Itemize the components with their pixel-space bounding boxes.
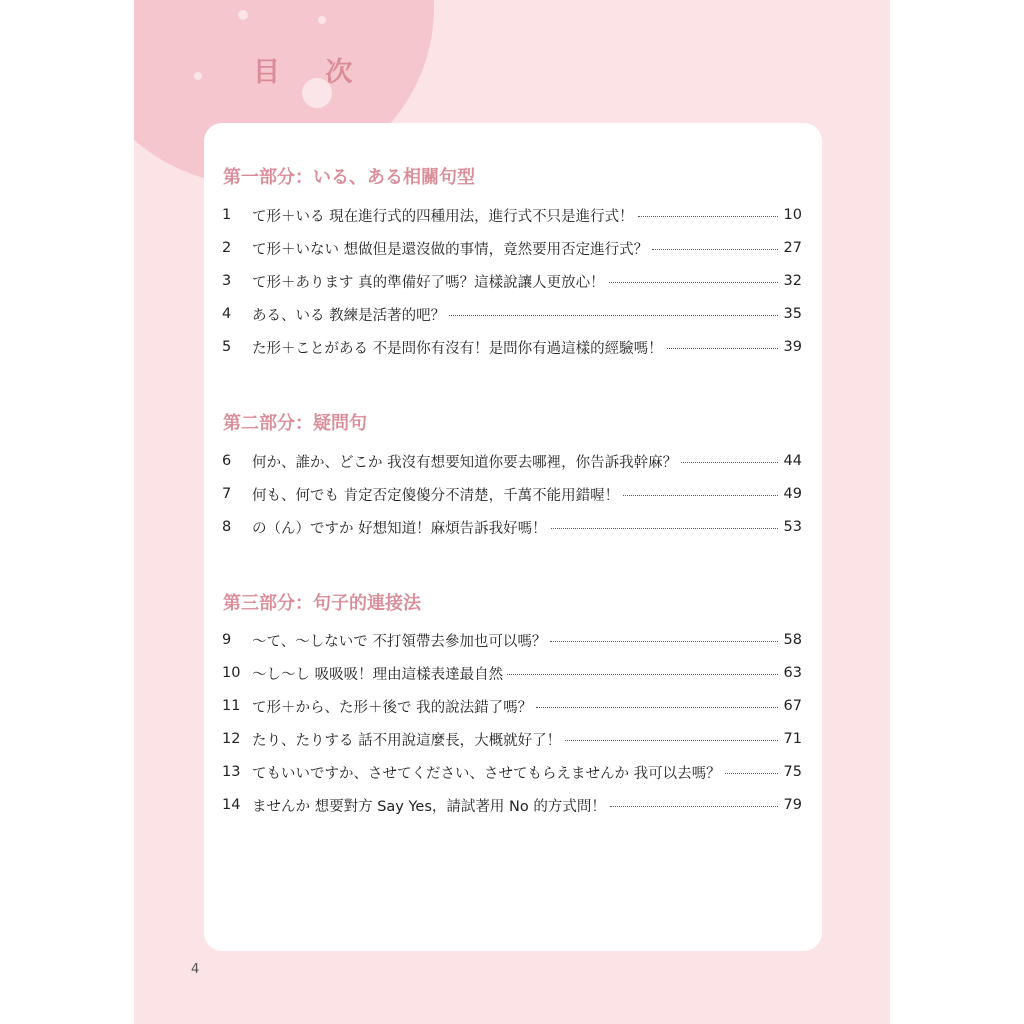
decorative-dot xyxy=(318,16,326,24)
section-title-1: 第一部分：いる、ある相關句型 xyxy=(223,167,475,188)
entry-page: 63 xyxy=(783,665,802,681)
dot-leader xyxy=(681,462,777,463)
entry-page: 49 xyxy=(783,486,802,502)
dot-leader xyxy=(565,740,777,741)
toc-entry[interactable] xyxy=(222,793,802,817)
dot-leader xyxy=(609,282,778,283)
entry-title: ～し～し 吸吸吸！理由這樣表達最自然 xyxy=(252,666,504,683)
toc-entry[interactable] xyxy=(222,269,802,293)
entry-page: 27 xyxy=(783,240,802,256)
entry-number: 14 xyxy=(222,797,241,813)
dot-leader xyxy=(536,707,777,708)
entry-page: 71 xyxy=(783,731,802,747)
entry-title: て形＋から、た形＋後で 我的說法錯了嗎？ xyxy=(252,699,533,716)
entry-number: 4 xyxy=(222,306,232,322)
entry-number: 1 xyxy=(222,207,232,223)
entry-title: ある、いる 教練是活著的吧？ xyxy=(252,307,446,324)
dot-leader xyxy=(638,216,778,217)
entry-page: 79 xyxy=(783,797,802,813)
toc-entry[interactable] xyxy=(222,482,802,506)
dot-leader xyxy=(449,315,777,316)
entry-page: 35 xyxy=(783,306,802,322)
dot-leader xyxy=(550,641,777,642)
entry-number: 9 xyxy=(222,632,232,648)
entry-title: て形＋あります 真的準備好了嗎？這樣說讓人更放心！ xyxy=(252,274,605,291)
page-title: 目 次 xyxy=(253,57,371,88)
entry-number: 12 xyxy=(222,731,241,747)
entry-title: ませんか 想要對方 Say Yes，請試著用 No 的方式問！ xyxy=(252,798,606,815)
entry-number: 2 xyxy=(222,240,232,256)
entry-title: て形＋いる 現在進行式的四種用法，進行式不只是進行式！ xyxy=(252,208,634,225)
entry-title: ～て、～しないで 不打領帶去參加也可以嗎？ xyxy=(252,633,547,650)
entry-number: 8 xyxy=(222,519,232,535)
page-number: 4 xyxy=(191,962,200,977)
toc-entry[interactable] xyxy=(222,628,802,652)
entry-page: 58 xyxy=(783,632,802,648)
toc-entry[interactable] xyxy=(222,449,802,473)
decorative-dot xyxy=(238,10,248,20)
entry-page: 44 xyxy=(783,453,802,469)
entry-number: 3 xyxy=(222,273,232,289)
entry-number: 11 xyxy=(222,698,241,714)
entry-page: 32 xyxy=(783,273,802,289)
toc-entry[interactable] xyxy=(222,760,802,784)
toc-entry[interactable] xyxy=(222,302,802,326)
entry-number: 13 xyxy=(222,764,241,780)
entry-title: たり、たりする 話不用說這麼長，大概就好了！ xyxy=(252,732,562,749)
entry-title: 何も、何でも 肯定否定傻傻分不清楚，千萬不能用錯喔！ xyxy=(252,487,620,504)
decorative-dot xyxy=(194,72,202,80)
toc-entry[interactable] xyxy=(222,661,802,685)
toc-card xyxy=(204,123,822,951)
entry-title: 何か、誰か、どこか 我沒有想要知道你要去哪裡，你告訴我幹麻？ xyxy=(252,454,678,471)
dot-leader xyxy=(610,806,778,807)
entry-number: 5 xyxy=(222,339,232,355)
book-page xyxy=(134,0,890,1024)
entry-number: 7 xyxy=(222,486,232,502)
toc-entry[interactable] xyxy=(222,203,802,227)
dot-leader xyxy=(725,773,778,774)
entry-title: た形＋ことがある 不是問你有沒有！是問你有過這樣的經驗嗎！ xyxy=(252,340,663,357)
toc-entry[interactable] xyxy=(222,727,802,751)
entry-page: 10 xyxy=(783,207,802,223)
entry-title: てもいいですか、させてください、させてもらえませんか 我可以去嗎？ xyxy=(252,765,721,782)
toc-entry[interactable] xyxy=(222,515,802,539)
dot-leader xyxy=(507,674,777,675)
entry-number: 6 xyxy=(222,453,232,469)
entry-page: 67 xyxy=(783,698,802,714)
dot-leader xyxy=(652,249,777,250)
entry-title: て形＋いない 想做但是還沒做的事情，竟然要用否定進行式？ xyxy=(252,241,649,258)
entry-page: 53 xyxy=(783,519,802,535)
toc-entry[interactable] xyxy=(222,335,802,359)
entry-page: 75 xyxy=(783,764,802,780)
dot-leader xyxy=(623,495,777,496)
entry-page: 39 xyxy=(783,339,802,355)
entry-title: の（ん）ですか 好想知道！麻煩告訴我好嗎！ xyxy=(252,520,547,537)
dot-leader xyxy=(551,528,778,529)
dot-leader xyxy=(667,348,778,349)
toc-entry[interactable] xyxy=(222,694,802,718)
section-title-3: 第三部分：句子的連接法 xyxy=(223,593,421,614)
section-title-2: 第二部分：疑問句 xyxy=(223,413,367,434)
toc-entry[interactable] xyxy=(222,236,802,260)
entry-number: 10 xyxy=(222,665,241,681)
